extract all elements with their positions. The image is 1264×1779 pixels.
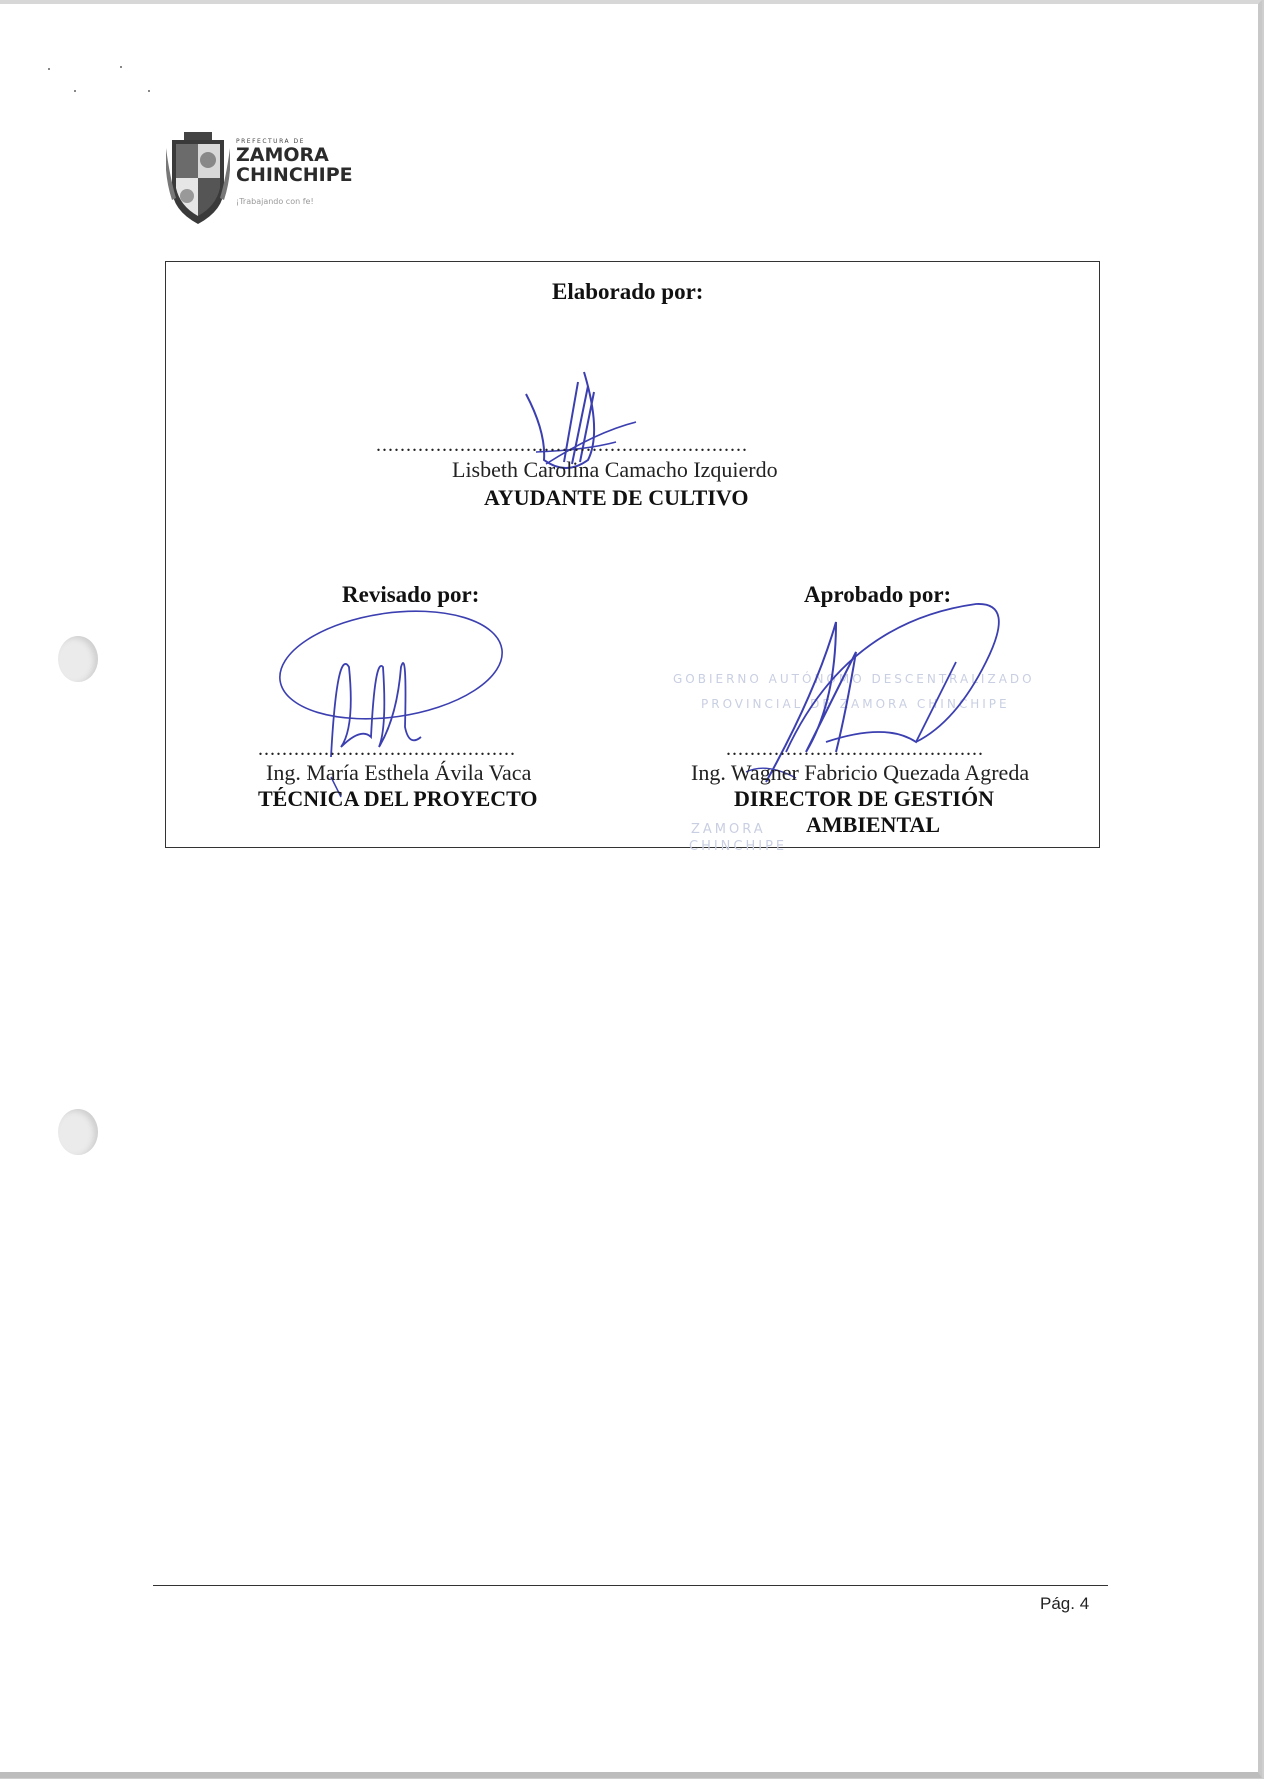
signature-line-revisado: ........................................... bbox=[258, 738, 516, 760]
logo-line-1: ZAMORA bbox=[236, 144, 329, 166]
aprobado-role-line-1: DIRECTOR DE GESTIÓN bbox=[734, 786, 994, 811]
aprobado-name: Ing. Wagner Fabricio Quezada Agreda bbox=[691, 760, 1030, 785]
elaborado-name: Lisbeth Carolina Camacho Izquierdo bbox=[452, 457, 778, 482]
scan-speck bbox=[148, 90, 150, 92]
logo-prefix: PREFECTURA DE bbox=[236, 138, 305, 145]
elaborado-heading: Elaborado por: bbox=[552, 279, 704, 304]
aprobado-role-line-2: AMBIENTAL bbox=[806, 812, 941, 837]
revisado-role: TÉCNICA DEL PROYECTO bbox=[258, 786, 538, 811]
scan-speck bbox=[48, 68, 50, 70]
stamp-line-1: GOBIERNO AUTÓNOMO DESCENTRALIZADO bbox=[673, 672, 1035, 686]
signature-line-aprobado: ........................................... bbox=[726, 738, 984, 760]
binder-hole bbox=[58, 1109, 98, 1155]
aprobado-heading: Aprobado por: bbox=[804, 582, 952, 607]
page-number: Pág. 4 bbox=[1040, 1594, 1090, 1613]
scan-speck bbox=[120, 66, 122, 68]
logo-line-2: CHINCHIPE bbox=[236, 164, 353, 186]
scan-speck bbox=[74, 90, 76, 92]
logo-tagline: ¡Trabajando con fe! bbox=[236, 197, 314, 206]
signature-box bbox=[165, 261, 1100, 854]
coat-of-arms-icon bbox=[166, 128, 230, 228]
revisado-heading: Revisado por: bbox=[342, 582, 480, 607]
footer-rule bbox=[153, 1585, 1108, 1586]
signature-line-elaborado: .............................................................. bbox=[376, 434, 748, 456]
revisado-name: Ing. María Esthela Ávila Vaca bbox=[266, 760, 532, 785]
logo-wordmark bbox=[236, 138, 353, 206]
stamp-line-2: PROVINCIAL DE ZAMORA CHINCHIPE bbox=[701, 697, 1010, 711]
binder-hole bbox=[58, 636, 98, 682]
stamp-line-3: ZAMORA bbox=[691, 822, 766, 837]
stamp-line-4: CHINCHIPE bbox=[689, 839, 788, 854]
elaborado-role: AYUDANTE DE CULTIVO bbox=[484, 485, 749, 510]
